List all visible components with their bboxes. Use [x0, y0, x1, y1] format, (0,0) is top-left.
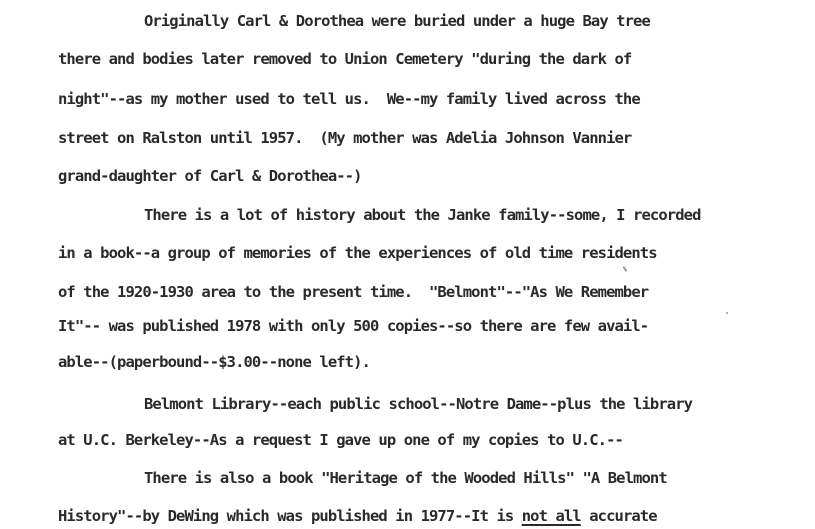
- text-line-10: able--(paperbound--$3.00--none left).: [58, 353, 370, 371]
- underlined-phrase: not all: [521, 507, 581, 525]
- text-line-3: night"--as my mother used to tell us. We--my family lived across the: [58, 90, 640, 108]
- text-line-4: street on Ralston until 1957. (My mother was Adelia Johnson Vannier: [58, 129, 632, 147]
- text-line-5: grand-daughter of Carl & Dorothea--): [58, 167, 362, 185]
- text-line-7: in a book--a group of memories of the experiences of old time residents: [58, 244, 657, 262]
- text-line-14: [58, 509, 657, 525]
- text-line-6: There is a lot of history about the Janke family--some, I recorded: [144, 206, 701, 224]
- text-line-2: there and bodies later removed to Union Cemetery "during the dark of: [58, 50, 632, 68]
- text-line-14-start: History"--by DeWing which was published in 1977--It is: [58, 507, 522, 525]
- paper-speck: [622, 266, 627, 272]
- text-line-1: Originally Carl & Dorothea were buried under a huge Bay tree: [144, 12, 650, 30]
- paper-speck: [726, 312, 728, 314]
- text-line-12: at U.C. Berkeley--As a request I gave up one of my copies to U.C.--: [58, 431, 623, 449]
- text-line-9: It"-- was published 1978 with only 500 copies--so there are few avail-: [58, 317, 649, 335]
- text-line-14-end: accurate: [580, 507, 657, 525]
- text-line-11: Belmont Library--each public school--Notre Dame--plus the library: [144, 395, 693, 413]
- text-line-8: of the 1920-1930 area to the present time. "Belmont"--"As We Remember: [58, 283, 649, 301]
- text-line-13: There is also a book "Heritage of the Wooded Hills" "A Belmont: [144, 469, 667, 487]
